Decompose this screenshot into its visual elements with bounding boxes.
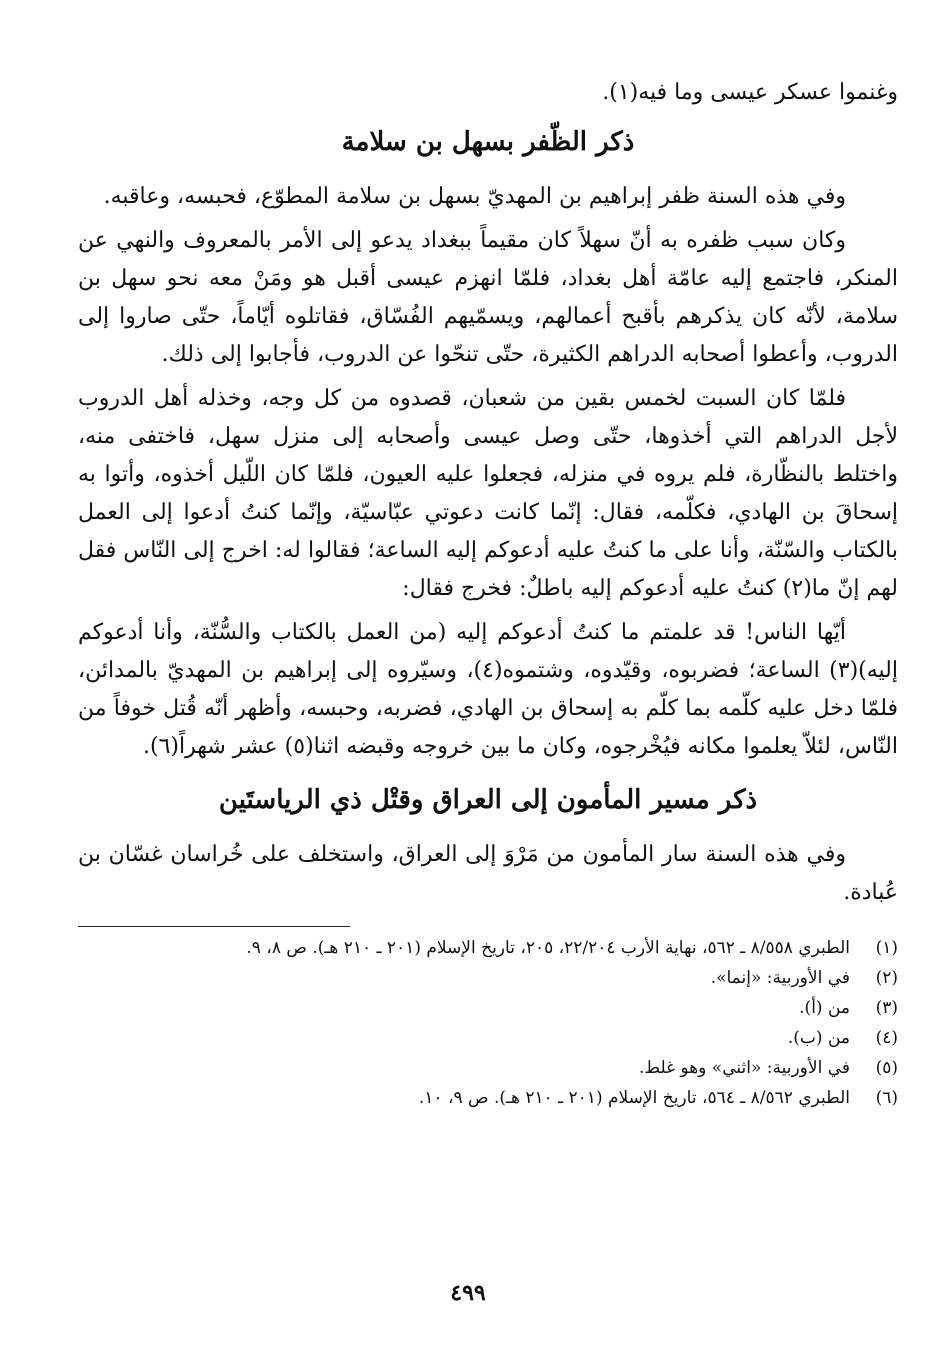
- paragraph: فلمّا كان السبت لخمس بقين من شعبان، قصدوه من كل وجه، وخذله أهل الدروب لأجل الدراهم التي أخذوها، حتّى وصل عيسى وأصحابه إلى منزل سهل، فاختفى منه، واختلط بالنظّارة، فلم يروه في منزله، فجعلوا عليه العيون، فلمّا كان اللّيل أخذوه، وأتوا به إسحاقَ بن الهادي، فكلّمه، فقال: إنّما كانت دعوتي عبّاسيّة، وإنّما كنتُ أدعوا إلى العمل بالكتاب والسّنّة، وأنا على ما كنتُ عليه أدعوكم إليه الساعة؛ فقالوا له: اخرج إلى النّاس فقل لهم إنّ ما(٢) كنتُ عليه أدعوكم إليه باطلٌ: فخرج فقال:: [78, 386, 898, 601]
- footnote-text: في الأوربية: «اثني» وهو غلط.: [638, 1058, 850, 1078]
- paragraph: وفي هذه السنة ظفر إبراهيم بن المهديّ بسهل بن سلامة المطوّع، فحبسه، وعاقبه.: [103, 184, 846, 209]
- footnote-text: في الأوربية: «إنما».: [710, 968, 850, 988]
- footnote-text: الطبري ٨/٥٦٢ ـ ٥٦٤، تاريخ الإسلام (٢٠١ ـ ٢١٠ هـ). ص ٩، ١٠.: [418, 1088, 850, 1108]
- footnote-number: (٥): [875, 1058, 898, 1078]
- section-heading-masir: ذكر مسير المأمون إلى العراق وقتْل ذي الرياستَين: [218, 785, 758, 815]
- footnote-number: (٤): [875, 1028, 898, 1048]
- footnote: [78, 993, 898, 1023]
- book-page: [78, 70, 898, 1113]
- paragraph: وكان سبب ظفره به أنّ سهلاً كان مقيماً ببغداد يدعو إلى الأمر بالمعروف والنهي عن المنكر، فاجتمع إليه عامّة أهل بغداد، فلمّا انهزم عيسى أقبل هو ومَنْ معه نحو سهل بن سلامة، لأنّه كان يذكرهم بأقبح أعمالهم، ويسمّيهم الفُسّاق، فقاتلوه أيّاماً، حتّى صاروا إلى الدروب، وأعطوا أصحابه الدراهم الكثيرة، حتّى تنحّوا عن الدروب، فأجابوا إلى ذلك.: [78, 228, 898, 367]
- paragraph: أيّها الناس! قد علمتم ما كنتُ أدعوكم إليه (من العمل بالكتاب والسُّنّة، وأنا أدعوكم إليه)(٣) الساعة؛ فضربوه، وقيّدوه، وشتموه(٤)، وسيّروه إلى إبراهيم بن المهديّ بالمدائن، فلمّا دخل عليه كلّمه بما كلّم به إسحاق بن الهادي، فضربه، وحبسه، وأظهر أنّه قُتل خوفاً من النّاس، لئلاّ يعلموا مكانه فيُخْرجوه، وكان ما بين خروجه وقبضه اثنا(٥) عشر شهراً(٦).: [78, 620, 898, 759]
- footnote-text: من (أ).: [799, 998, 850, 1018]
- paragraph: وفي هذه السنة سار المأمون من مَرْوَ إلى العراق، واستخلف على خُراسان غسّان بن عُبادة.: [78, 842, 898, 905]
- opening-line: وغنموا عسكر عيسى وما فيه(١).: [602, 80, 898, 105]
- footnote-divider-wrap: [78, 926, 898, 927]
- footnote: [78, 933, 898, 963]
- footnotes: [78, 933, 898, 1113]
- section-heading-zafar: ذكر الظّفر بسهل بن سلامة: [341, 127, 635, 157]
- footnote-number: (٢): [875, 968, 898, 988]
- footnote: [78, 1053, 898, 1083]
- footnote-text: الطبري ٨/٥٥٨ ـ ٥٦٢، نهاية الأرب ٢٢/٢٠٤، ٢٠٥، تاريخ الإسلام (٢٠١ ـ ٢١٠ هـ). ص ٨، ٩.: [246, 938, 850, 958]
- footnote: [78, 1083, 898, 1113]
- footnote: [78, 963, 898, 993]
- footnote-divider: [78, 926, 350, 927]
- footnote-number: (١): [875, 938, 898, 958]
- footnote: [78, 1023, 898, 1053]
- footnote-number: (٦): [875, 1088, 898, 1108]
- footnote-text: من (ب).: [787, 1028, 850, 1048]
- page-number: ٤٩٩: [450, 1280, 486, 1306]
- footnote-number: (٣): [875, 998, 898, 1018]
